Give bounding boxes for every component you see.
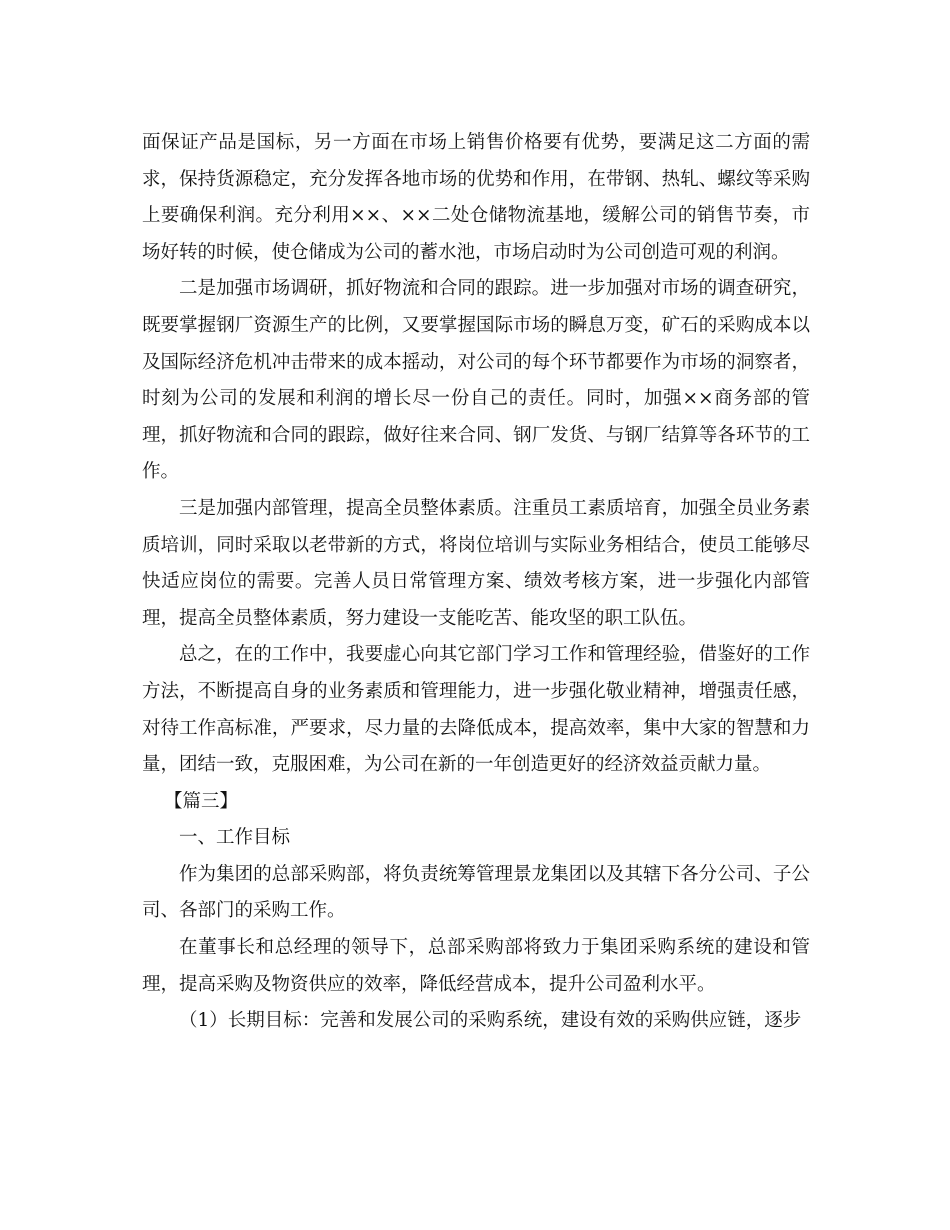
paragraph-internal-management: 三是加强内部管理，提高全员整体素质。注重员工素质培育，加强全员业务素质培训，同时采取以老带新的方式，将岗位培训与实际业务相结合，使员工能够尽快适应岗位的需要。完善人员日常管理方案、绩效考核方案，进一步强化内部管理，提高全员整体素质，努力建设一支能吃苦、能攻坚的职工队伍。 — [142, 497, 810, 629]
subheading-work-goals: 一、工作目标 — [179, 827, 291, 849]
paragraph-purchasing-dept: 作为集团的总部采购部，将负责统筹管理景龙集团以及其辖下各分公司、子公司、各部门的采购工作。 — [142, 863, 810, 922]
paragraph-continuation: 面保证产品是国标，另一方面在市场上销售价格要有优势，要满足这二方面的需求，保持货源稳定，充分发挥各地市场的优势和作用，在带钢、热轧、螺纹等采购上要确保利润。充分利用××、××二处仓储物流基地，缓解公司的销售节奏，市场好转的时候，使仓储成为公司的蓄水池，市场启动时为公司创造可观的利润。 — [142, 132, 810, 263]
paragraph-long-term-goal: （1）长期目标：完善和发展公司的采购系统，建设有效的采购供应链，逐步 — [179, 1010, 802, 1032]
paragraph-market-research: 二是加强市场调研，抓好物流和合同的跟踪。进一步加强对市场的调查研究，既要掌握钢厂资源生产的比例，又要掌握国际市场的瞬息万变，矿石的采购成本以及国际经济危机冲击带来的成本摇动，对公司的每个环节都要作为市场的洞察者，时刻为公司的发展和利润的增长尽一份自己的责任。同时，加强××商务部的管理，抓好物流和合同的跟踪，做好往来合同、钢厂发货、与钢厂结算等各环节的工作。 — [142, 278, 810, 483]
paragraph-conclusion: 总之，在的工作中，我要虚心向其它部门学习工作和管理经验，借鉴好的工作方法，不断提高自身的业务素质和管理能力，进一步强化敬业精神，增强责任感，对待工作高标准，严要求，尽力量的去降低成本，提高效率，集中大家的智慧和力量，团结一致，克服困难，为公司在新的一年创造更好的经济效益贡献力量。 — [142, 644, 810, 776]
section-heading: 【篇三】 — [164, 790, 239, 812]
paragraph-leadership: 在董事长和总经理的领导下，总部采购部将致力于集团采购系统的建设和管理，提高采购及物资供应的效率，降低经营成本，提升公司盈利水平。 — [142, 937, 810, 995]
document-page — [142, 125, 810, 1040]
